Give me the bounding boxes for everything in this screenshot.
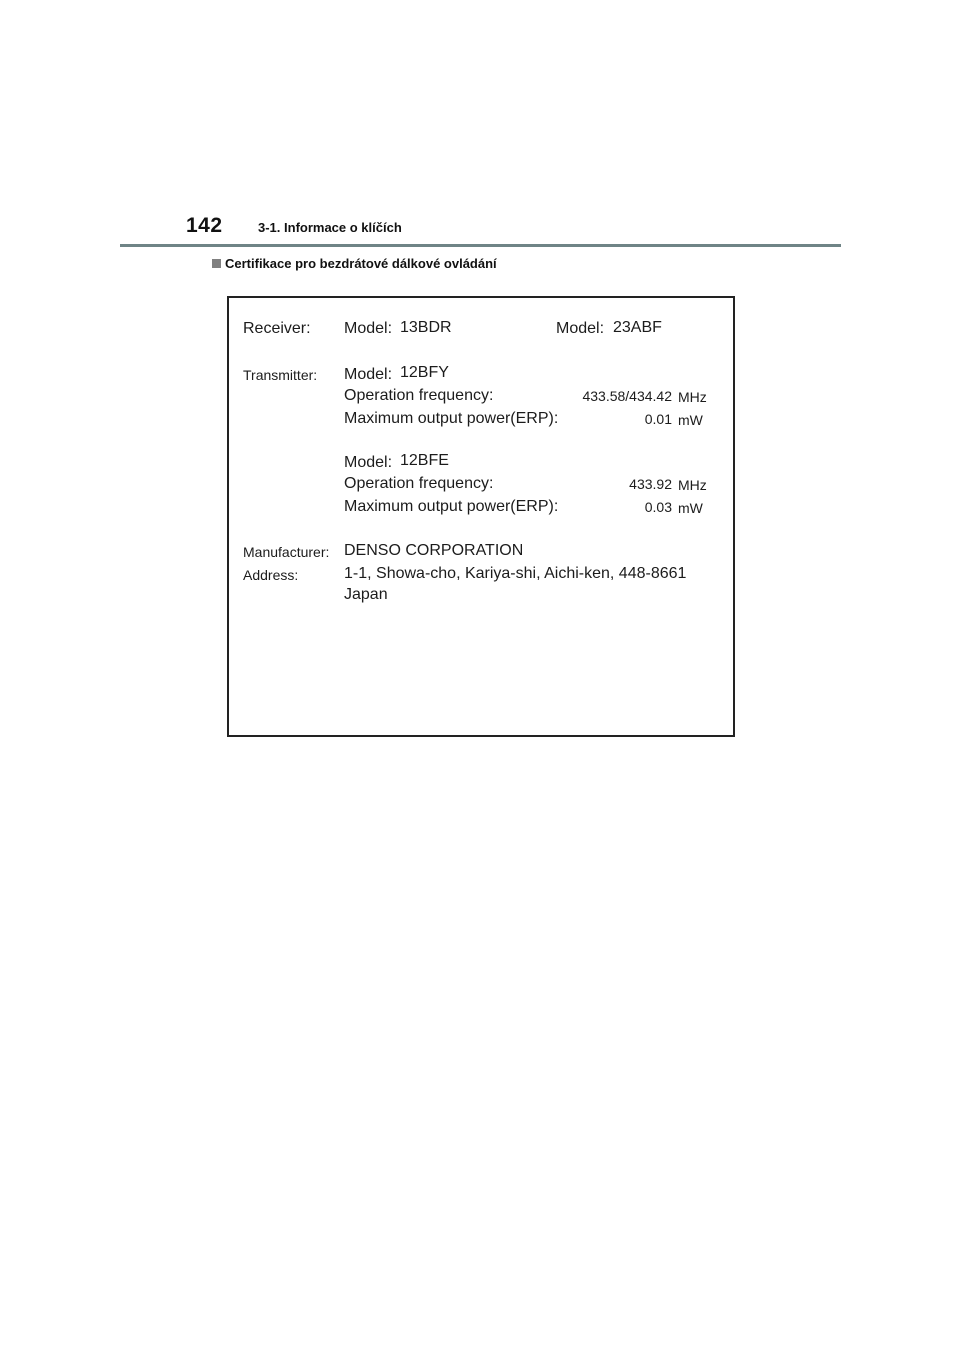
transmitter-2-power-label: Maximum output power(ERP): — [344, 498, 559, 515]
transmitter-1-power-unit: mW — [678, 412, 703, 428]
page-number: 142 — [186, 214, 223, 237]
address-label: Address: — [243, 567, 299, 583]
certificate-box — [227, 296, 735, 737]
subheading — [212, 256, 497, 271]
transmitter-1-freq-unit: MHz — [678, 389, 707, 405]
receiver-label: Receiver: — [243, 320, 311, 337]
receiver-model-2: 23ABF — [613, 319, 662, 336]
subheading-text: Certifikace pro bezdrátové dálkové ovládání — [225, 256, 497, 271]
transmitter-2-power-unit: mW — [678, 500, 703, 516]
transmitter-2-power-value: 0.03 — [644, 499, 672, 515]
transmitter-1-freq-label: Operation frequency: — [344, 387, 494, 404]
receiver-model-1: 13BDR — [400, 319, 452, 336]
transmitter-2-model: 12BFE — [400, 452, 449, 469]
receiver-model-label-2: Model: — [556, 320, 605, 337]
receiver-model-label-1: Model: — [344, 320, 393, 337]
transmitter-1-model: 12BFY — [400, 364, 449, 381]
section-title: 3-1. Informace o klíčích — [258, 220, 402, 235]
transmitter-2-freq-unit: MHz — [678, 477, 707, 493]
transmitter-2-freq-label: Operation frequency: — [344, 475, 494, 492]
manufacturer-label: Manufacturer: — [243, 544, 330, 560]
transmitter-2-model-label: Model: — [344, 454, 393, 471]
transmitter-1-power-label: Maximum output power(ERP): — [344, 410, 559, 427]
header-divider — [120, 244, 841, 247]
square-bullet-icon — [212, 259, 221, 268]
transmitter-1-freq-value: 433.58/434.42 — [582, 388, 672, 404]
transmitter-1-power-value: 0.01 — [644, 411, 672, 427]
address-line-2: Japan — [344, 586, 388, 603]
manufacturer-value: DENSO CORPORATION — [344, 542, 524, 559]
address-line-1: 1-1, Showa-cho, Kariya-shi, Aichi-ken, 448-8661 — [344, 565, 687, 582]
transmitter-1-model-label: Model: — [344, 366, 393, 383]
transmitter-label: Transmitter: — [243, 367, 318, 383]
transmitter-2-freq-value: 433.92 — [629, 476, 672, 492]
